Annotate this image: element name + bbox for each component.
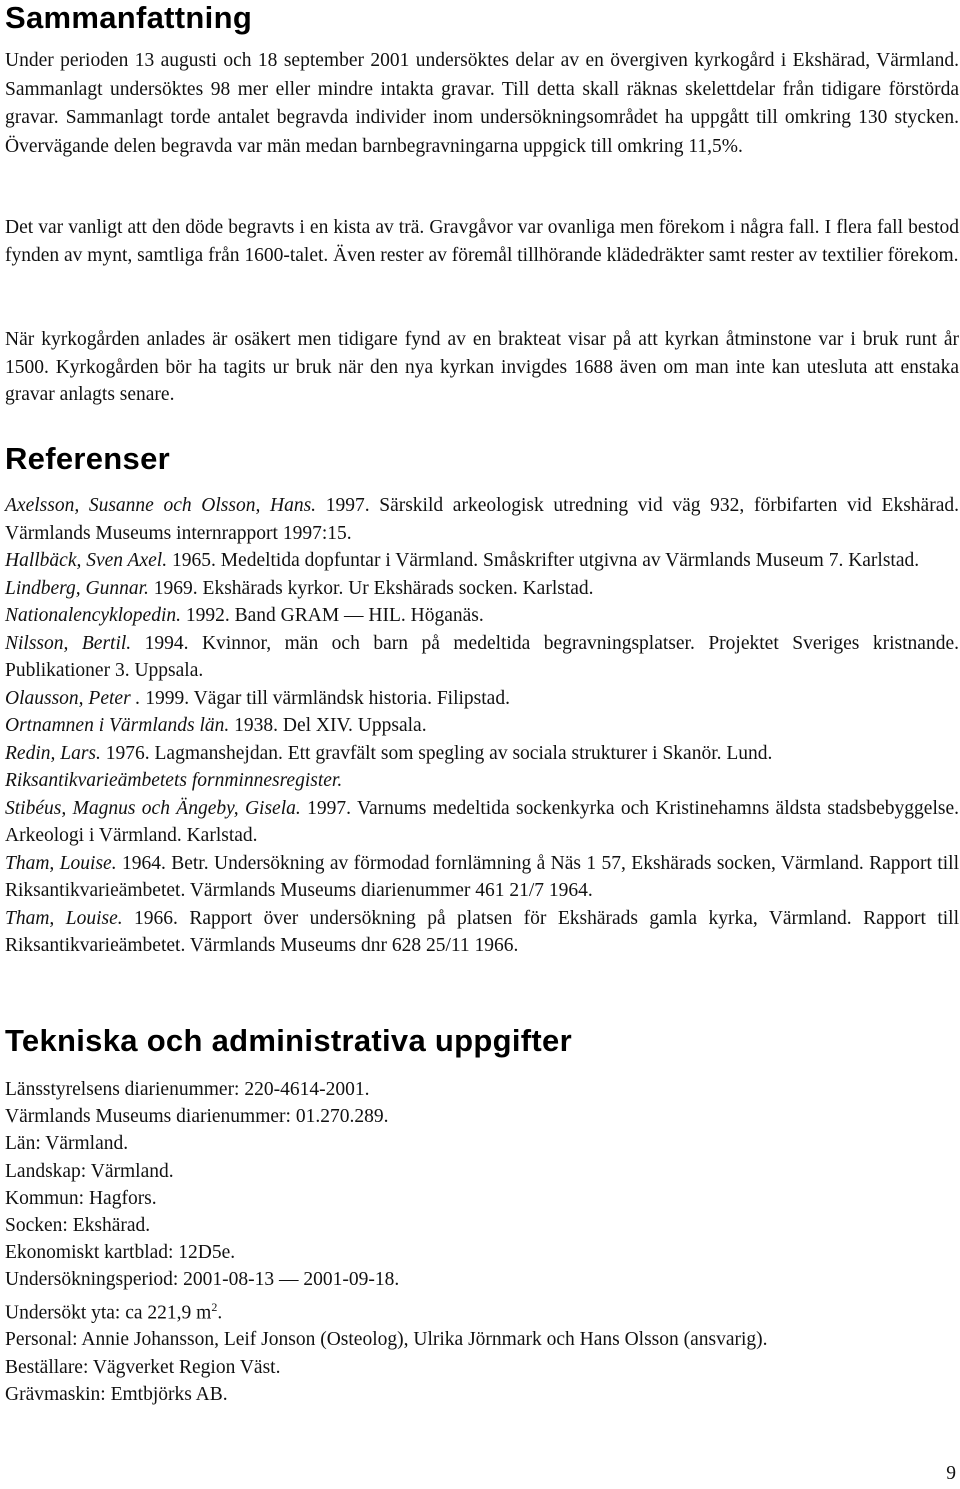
admin-info-line: Grävmaskin: Emtbjörks AB. <box>5 1383 228 1405</box>
reference-list <box>5 492 959 960</box>
reference-author: Olausson, Peter . <box>5 687 141 709</box>
summary-heading: Sammanfattning <box>5 0 253 35</box>
reference-item <box>5 905 959 960</box>
reference-item <box>5 685 959 713</box>
reference-item <box>5 547 959 575</box>
area-suffix: . <box>217 1302 223 1324</box>
area-superscript: 2 <box>211 1299 218 1314</box>
admin-info-line: Beställare: Vägverket Region Väst. <box>5 1356 281 1378</box>
admin-heading: Tekniska och administrativa uppgifter <box>5 1023 572 1058</box>
reference-text: 1964. Betr. Undersökning av förmodad fornlämning å Näs 1 57, Ekshärads socken, Värmland. Rapport till Riksantikvarieämbetet. Värmlands Museums diarienummer 461 21/7 1964. <box>5 852 959 901</box>
reference-author: Nationalencyklopedin. <box>5 605 181 626</box>
admin-info-line: Länsstyrelsens diarienummer: 220-4614-2001. <box>5 1079 370 1100</box>
reference-item <box>5 850 959 905</box>
reference-item <box>5 575 959 603</box>
reference-item <box>5 767 959 795</box>
admin-info-line: Kommun: Hagfors. <box>5 1187 157 1209</box>
admin-info-line: Landskap: Värmland. <box>5 1160 174 1182</box>
reference-author: Lindberg, Gunnar. <box>5 577 149 599</box>
reference-author: Redin, Lars. <box>5 742 101 764</box>
reference-item <box>5 712 959 740</box>
reference-author: Hallbäck, Sven Axel. <box>5 550 168 571</box>
page-number: 9 <box>946 1463 956 1484</box>
reference-author: Riksantikvarieämbetets fornminnesregister. <box>5 770 343 791</box>
reference-text: 1966. Rapport över undersökning på platsen för Ekshärads gamla kyrka, Värmland. Rapport till Riksantikvarieämbetet. Värmlands Museums dnr 628 25/11 1966. <box>5 907 959 956</box>
summary-paragraph-2: Det var vanligt att den döde begravts i en kista av trä. Gravgåvor var ovanliga men förekom i några fall. I flera fall bestod fynden av mynt, samtliga från 1600-talet. Även rester av föremål tillhörande klädedräkter samt rester av textilier förekom. <box>5 217 959 266</box>
reference-text: 1997. Särskild arkeologisk utredning vid väg 932, förbifarten vid Ekshärad. Värmlands Museums internrapport 1997:15. <box>5 495 959 544</box>
summary-paragraph-3: När kyrkogården anlades är osäkert men tidigare fynd av en brakteat visar på att kyrkan åtminstone var i bruk runt år 1500. Kyrkogården bör ha tagits ur bruk när den nya kyrkan invigdes 1688 även om man inte kan utesluta att enstaka gravar anlagts senare. <box>5 329 959 405</box>
reference-author: Axelsson, Susanne och Olsson, Hans. <box>5 495 317 516</box>
reference-item <box>5 602 959 630</box>
reference-text: 1976. Lagmanshejdan. Ett gravfält som spegling av sociala strukturer i Skanör. Lund. <box>100 742 773 764</box>
reference-item <box>5 740 959 768</box>
area-text: Undersökt yta: ca 221,9 m <box>5 1302 212 1324</box>
reference-text: 1965. Medeltida dopfuntar i Värmland. Småskrifter utgivna av Värmlands Museum 7. Karlstad. <box>167 550 920 571</box>
reference-text: 1997. Varnums medeltida sockenkyrka och Kristinehamns äldsta stadsbebyggelse. Arkeologi i Värmland. Karlstad. <box>5 797 959 846</box>
admin-info-line: Värmlands Museums diarienummer: 01.270.289. <box>5 1106 389 1128</box>
admin-info-line: Län: Värmland. <box>5 1133 129 1155</box>
reference-author: Stibéus, Magnus och Ängeby, Gisela. <box>5 797 301 819</box>
reference-item <box>5 795 959 850</box>
reference-item <box>5 492 959 547</box>
reference-author: Tham, Louise. <box>5 852 117 874</box>
admin-info-line-area <box>5 1294 959 1327</box>
reference-text: 1938. Del XIV. Uppsala. <box>229 715 427 736</box>
admin-info-line: Personal: Annie Johansson, Leif Jonson (Osteolog), Ulrika Jörnmark och Hans Olsson (ansvarig). <box>5 1329 768 1351</box>
admin-info-line: Undersökningsperiod: 2001-08-13 — 2001-09-18. <box>5 1269 400 1291</box>
admin-info-line: Ekonomiskt kartblad: 12D5e. <box>5 1242 236 1264</box>
reference-author: Nilsson, Bertil. <box>5 632 132 654</box>
reference-text: 1999. Vägar till värmländsk historia. Filipstad. <box>140 687 510 709</box>
reference-author: Tham, Louise. <box>5 907 123 929</box>
reference-item <box>5 630 959 685</box>
admin-info-line: Socken: Ekshärad. <box>5 1215 151 1237</box>
references-heading: Referenser <box>5 441 170 476</box>
admin-info-list <box>5 1076 959 1408</box>
reference-author: Ortnamnen i Värmlands län. <box>5 715 230 736</box>
reference-text: 1969. Ekshärads kyrkor. Ur Ekshärads socken. Karlstad. <box>148 577 594 599</box>
reference-text: 1992. Band GRAM — HIL. Höganäs. <box>181 605 484 626</box>
summary-paragraph-1: Under perioden 13 augusti och 18 september 2001 undersöktes delar av en övergiven kyrkogård i Ekshärad, Värmland. Sammanlagt undersöktes 98 mer eller mindre intakta gravar. Till detta skall räknas skelettdelar från tidigare förstörda gravar. Sammanlagt torde antalet begravda individer inom undersökningsområdet ha uppgått till omkring 130 stycken. Övervägande delen begravda var män medan barnbegravningarna uppgick till omkring 11,5%. <box>5 50 959 157</box>
reference-text: 1994. Kvinnor, män och barn på medeltida begravningsplatser. Projektet Sveriges kristnande. Publikationer 3. Uppsala. <box>5 632 959 681</box>
